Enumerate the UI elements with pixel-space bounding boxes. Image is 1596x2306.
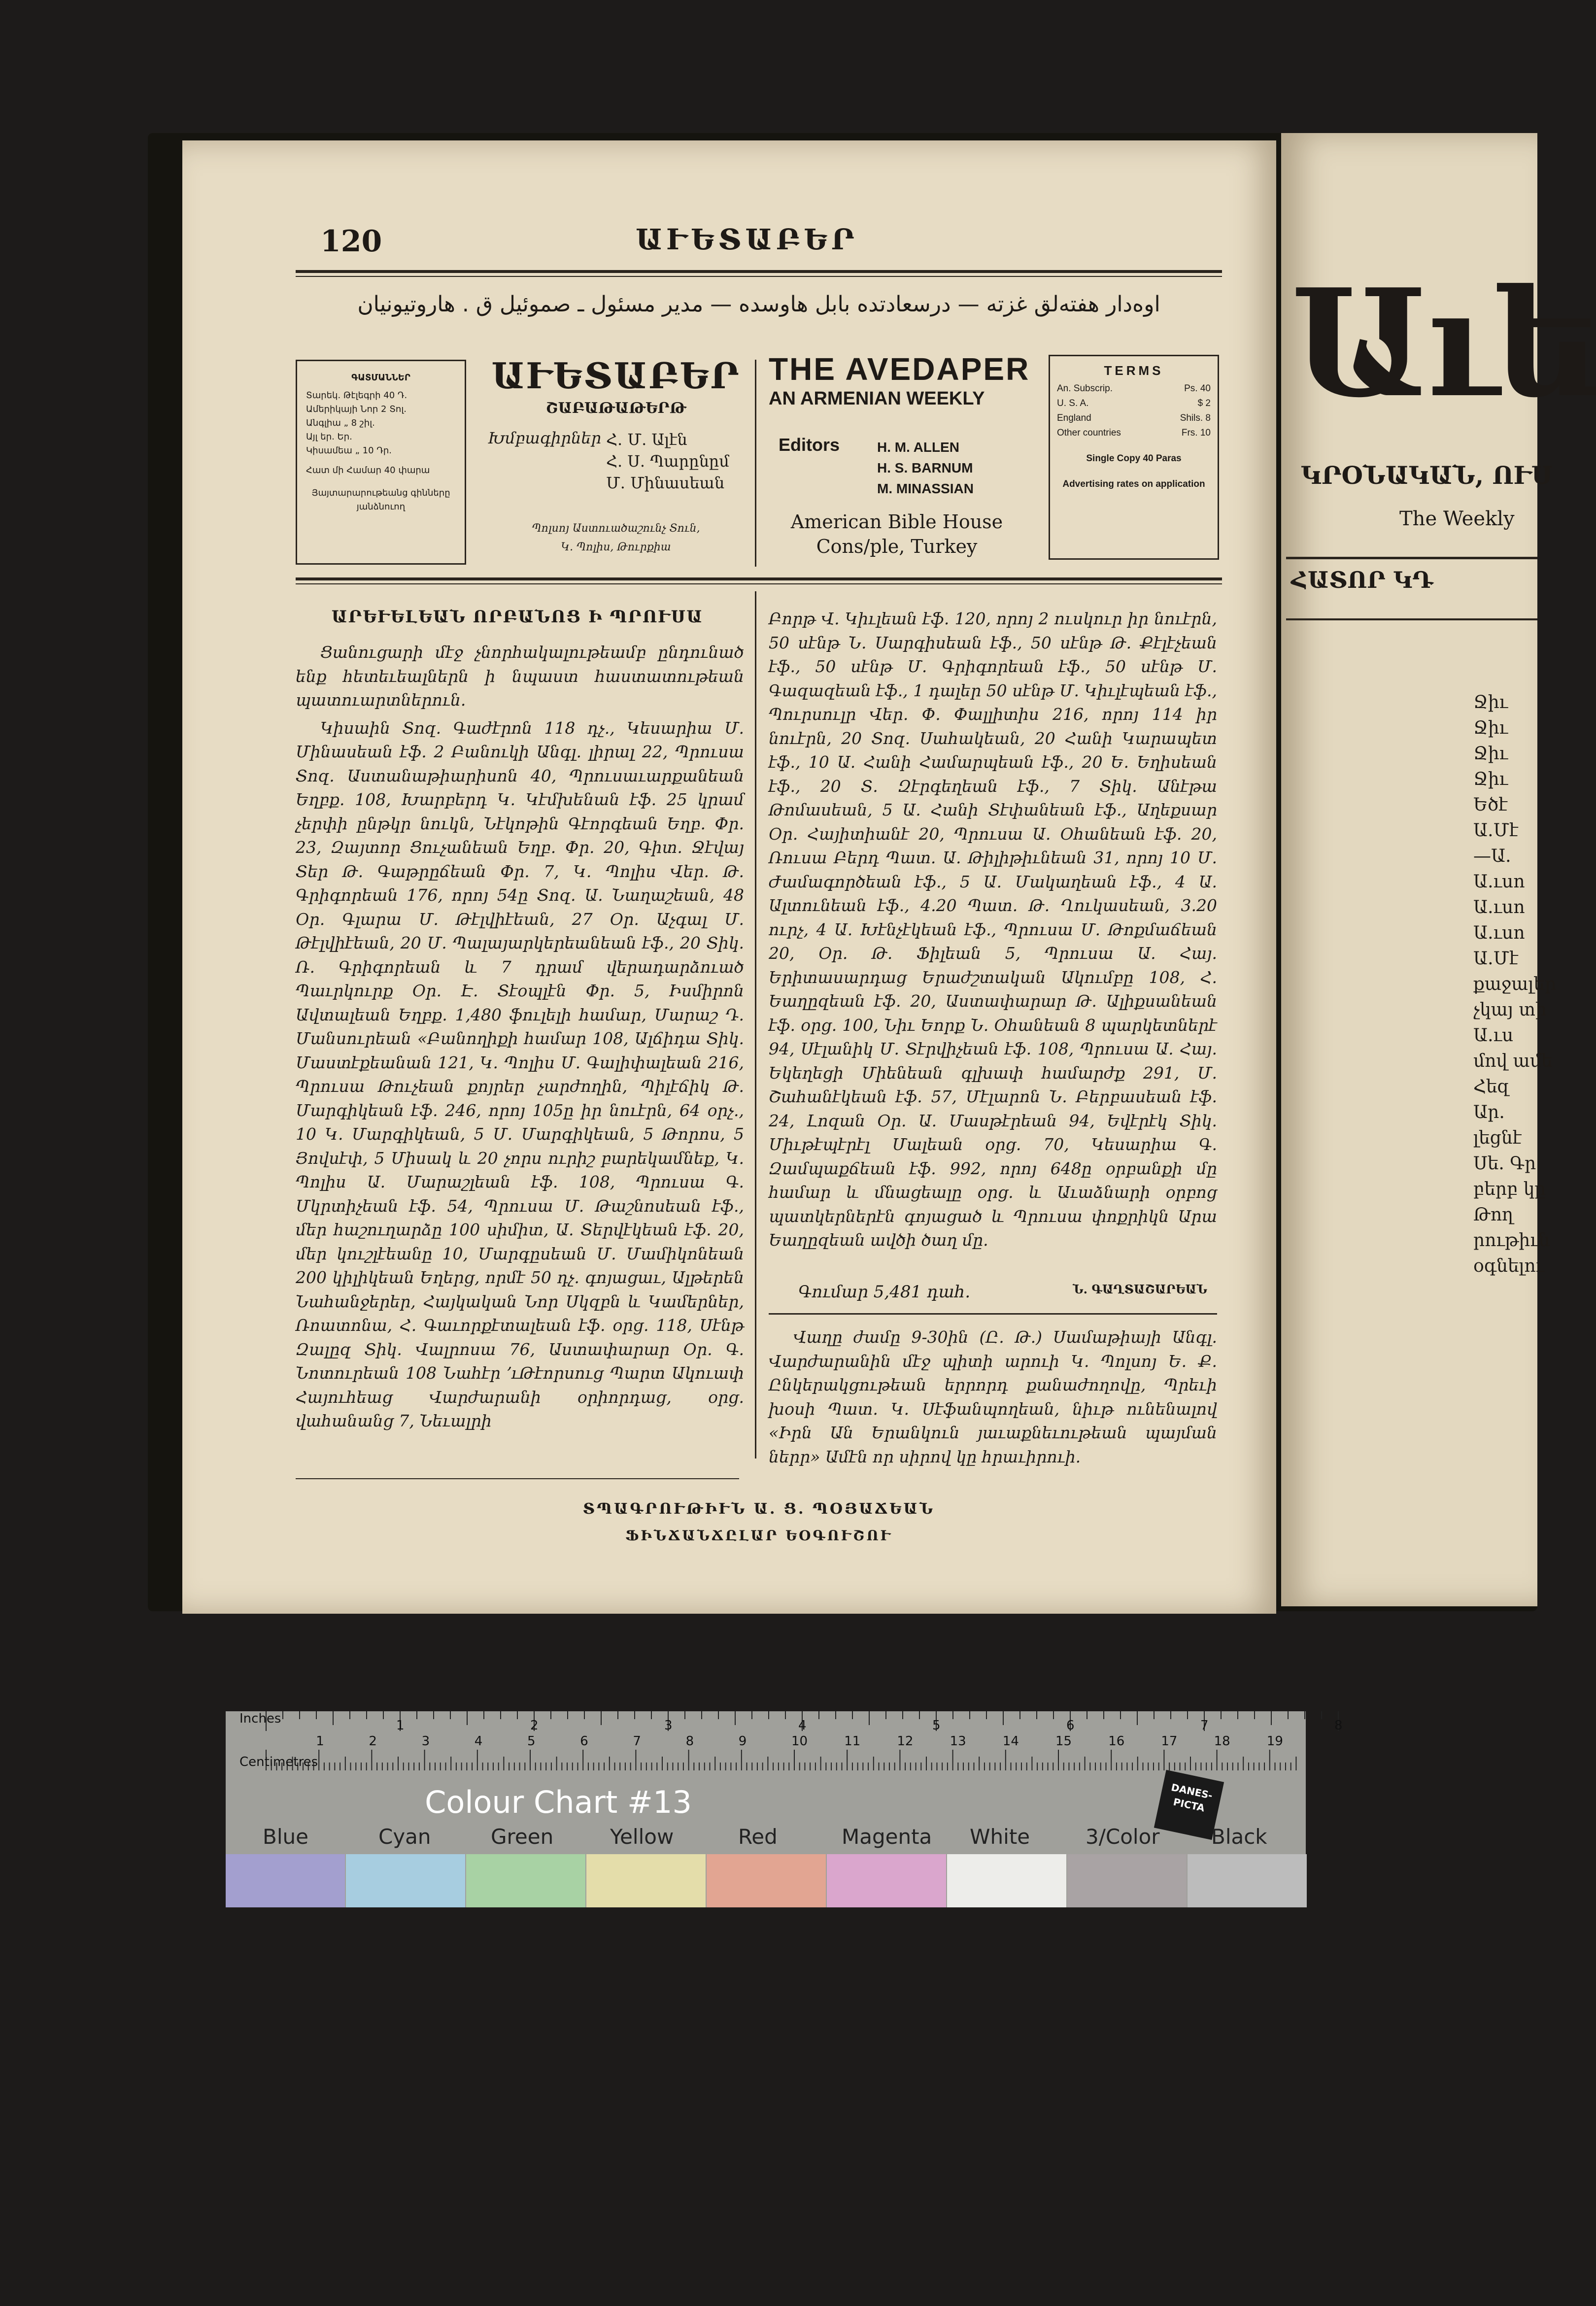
subscription-line: Անգլիա „ 8 շիլ.	[306, 418, 375, 428]
inch-tick-label: 8	[1334, 1718, 1343, 1733]
terms-single-copy: Single Copy 40 Paras	[1086, 453, 1182, 464]
cm-tick-label: 1	[316, 1734, 324, 1749]
persian-imprint: اوه‌دار هفته‌لق غزته — درسعادتده بابل هاوسده — مدیر مسئول ـ صموئیل ق . هاروتیونیان	[357, 292, 1160, 317]
cm-tick-label: 16	[1108, 1734, 1125, 1749]
english-masthead	[769, 351, 1045, 568]
armenian-editor: Մ. Մինասեան	[606, 474, 725, 492]
right-page-weekly: The Weekly	[1399, 508, 1515, 530]
right-page-list-item: քաջալեր	[1473, 974, 1557, 994]
colour-swatch-top	[707, 1854, 826, 1907]
inch-tick-label: 1	[396, 1718, 405, 1733]
subscription-line: Հատ մի Համար 40 փարա	[306, 465, 430, 475]
right-rule-2	[1286, 618, 1537, 620]
inches-label: Inches	[239, 1711, 281, 1726]
terms-title: TERMS	[1104, 363, 1164, 378]
english-editor: H. M. ALLEN	[877, 440, 959, 455]
rule-mast-bottom-thin	[296, 583, 1222, 584]
inch-tick-label: 4	[798, 1718, 807, 1733]
column-2	[769, 607, 1217, 1282]
right-rule-1	[1286, 557, 1537, 559]
right-page-list-item: բերբ կը	[1473, 1179, 1546, 1199]
right-page-title: Աւե	[1291, 256, 1596, 430]
rule-col2	[769, 1313, 1217, 1315]
right-page-list-item: Ջիւ	[1473, 744, 1508, 764]
cm-tick-label: 11	[844, 1734, 861, 1749]
english-subtitle: AN ARMENIAN WEEKLY	[769, 388, 985, 409]
inch-tick-label: 6	[1066, 1718, 1075, 1733]
swatch-label: Black	[1211, 1825, 1267, 1849]
english-editors-label: Editors	[779, 435, 840, 455]
colour-swatch-top	[466, 1854, 585, 1907]
signature: Ն. ԳԱՂՏԱՇԱՐԵԱՆ	[1072, 1282, 1207, 1296]
english-editor: H. S. BARNUM	[877, 460, 973, 475]
cm-tick-label: 13	[950, 1734, 966, 1749]
notice-paragraph: Վաղը ժամը 9-30ին (Ը. Թ.) Սամաթիայի Անգլ. Վարժարանին մէջ պիտի արուի Կ. Պոլսոյ Ե. Ք. Ընկերակցութեան երրորդ քանաժողովը, Պրեւի խօսի Պատ. Կ. Սէֆանպողեան, նիւթ ունենալով «Իրն Ան Երանկուն յաւաքնեւութեան պայման ներր» Ամէն որ սիրով կը հրաւիրուի.	[769, 1327, 1217, 1466]
terms-advertising: Advertising rates on application	[1062, 479, 1205, 489]
right-page-list-item: Ա.ւսո	[1473, 872, 1525, 892]
terms-row-label: U. S. A.	[1057, 398, 1089, 408]
cm-tick-label: 7	[633, 1734, 641, 1749]
page-number: 120	[320, 224, 382, 259]
cm-tick-label: 17	[1161, 1734, 1178, 1749]
english-editor: M. MINASSIAN	[877, 481, 974, 496]
cm-tick-label: 10	[791, 1734, 808, 1749]
right-page-subtitle: ԿՐՕՆԱԿԱՆ, ՈՒՍ	[1301, 461, 1553, 490]
swatch-label: Blue	[263, 1825, 308, 1849]
right-page-list-item: Ա.Մէ	[1473, 820, 1519, 841]
swatch-label: Yellow	[610, 1825, 674, 1849]
cm-tick-label: 18	[1214, 1734, 1230, 1749]
article-title: ԱՐԵՒԵԼԵԱՆ ՈՐԲԱՆՈՑ Ի ՊՐՈՒՍԱ	[331, 607, 704, 627]
swatch-label: White	[970, 1825, 1030, 1849]
cm-tick-label: 15	[1055, 1734, 1072, 1749]
subscription-box	[296, 360, 466, 565]
rule-mast-bottom	[296, 577, 1222, 580]
armenian-title: ԱՒԵՏԱԲԵՐ	[491, 355, 741, 397]
col1-paragraph: Ցանուցարի մէջ չնորհակալութեամբ ընդունած ենք հետեւեալներն ի նպաստ հաստատութեան պատուարտներուն.	[296, 643, 744, 710]
right-page-list-item: —Ա.	[1473, 846, 1511, 866]
cm-tick-label: 2	[369, 1734, 377, 1749]
colour-swatch-top	[226, 1854, 345, 1907]
terms-row-value: Ps. 40	[1184, 383, 1211, 394]
centimetres-label: Centimetres	[239, 1755, 318, 1769]
english-title: THE AVEDAPER	[769, 351, 1030, 387]
right-page-list-item: Թող	[1473, 1205, 1514, 1225]
rule-footer	[296, 1478, 739, 1479]
right-page-list-item: Ար.	[1473, 1102, 1505, 1122]
cm-tick-label: 14	[1002, 1734, 1019, 1749]
cm-tick-label: 3	[421, 1734, 430, 1749]
cm-tick-label: 12	[897, 1734, 914, 1749]
swatch-label: Green	[491, 1825, 554, 1849]
subscription-note: Յայտարարութեանց գինները յանձնուող	[311, 488, 450, 512]
right-page-list-item: Ա.ւսո	[1473, 923, 1525, 943]
column-1	[296, 641, 744, 1478]
cm-tick-label: 19	[1266, 1734, 1283, 1749]
terms-row-label: An. Subscrip.	[1057, 383, 1113, 394]
armenian-editor: Հ. Ս. Պարընըմ	[606, 452, 729, 471]
armenian-address-1: Պոլսոյ Աստուածաշունչ Տուն,	[532, 522, 700, 535]
colour-swatch-top	[1188, 1854, 1307, 1907]
right-page-list-item: մով ամե	[1473, 1051, 1553, 1071]
inch-tick-label: 7	[1200, 1718, 1209, 1733]
right-page-list-item: չկայ տի	[1473, 1000, 1547, 1020]
cm-tick-label: 9	[738, 1734, 747, 1749]
right-page-list-item: Ջիւ	[1473, 692, 1508, 712]
subscription-line: Այլ եր. Եր.	[306, 432, 352, 442]
armenian-masthead	[488, 355, 744, 572]
right-page-list-item: Ա.ւս	[1473, 1025, 1514, 1046]
right-page-list-item: Ա.Մէ	[1473, 949, 1519, 969]
danes-picta-logo: DANES-PICTA	[1154, 1770, 1224, 1840]
right-page-list	[1473, 690, 1556, 1279]
terms-row-value: Frs. 10	[1181, 428, 1211, 438]
swatch-label: Magenta	[842, 1825, 932, 1849]
subscription-line: Ամերիկայի Նոր 2 Տոլ.	[306, 404, 407, 414]
cm-tick-label: 5	[527, 1734, 536, 1749]
inch-tick-label: 2	[530, 1718, 539, 1733]
colour-swatch-top	[1067, 1854, 1187, 1907]
subscription-line: Կիսամեա „ 10 Դր.	[306, 445, 392, 456]
inch-tick-label: 3	[664, 1718, 673, 1733]
running-head: ԱՒԵՏԱԲԵՐ	[636, 223, 858, 256]
colour-swatch-top	[827, 1854, 946, 1907]
chart-title: Colour Chart #13	[425, 1784, 692, 1820]
right-page-list-item: րութիւն	[1473, 1230, 1550, 1251]
english-address-1: American Bible House	[790, 511, 1003, 533]
masthead-divider	[755, 360, 756, 567]
right-page-list-item: լեցնէ	[1473, 1128, 1522, 1148]
col2-paragraph: Բորթ Վ. Կիւլեան էֆ. 120, որոյ 2 ուսկուր իր նուէրն, 50 սէնթ Ն. Սարգիսեան էֆ., 50 սէնթ Թ. Քէլէչեան էֆ., 50 սէնթ Մ. Գրիգորեան էֆ., 50 սէնթ Մ. Գազազեան էֆ., 1 դալեր 50 սէնթ Մ. Կիւլէպեան էֆ., Պուրսուլր Վեր. Փ. Փալլիտիս 216, որոյ 114 իր նուէրն, 20 Տոզ. Սահակեան, 20 Հանի Կարապետ էֆ., 10 Ա. Հանի Համարպեան էֆ., 20 Ե. Եղիսեան էֆ., 20 Տ. Զէրգեղեան էֆ., 7 Տիկ. Անէթա Թոմասեան, 5 Ա. Հանի Տէփանեան էֆ., Աղեքսար Օր. Հայիտիանէ 20, Պրուսա Ա. Օհանեան էֆ. 20, Ռուսա Բերդ Պատ. Ա. Թիլիթիւնեան 31, որոյ 10 Մ. Ժամագործեան էֆ., 5 Ա. Մակաղեան էֆ., 4 Ա. Ալտունեան էֆ., 4.20 Պատ. Թ. Ղուկասեան, 3.20 ուրչ, 4 Ա. Խէնչէկեան էֆ., Պրուսա Մ. Թոքմաճեան 20, Օր. Թ. Ֆիլեան 5, Պրուսա Ա. Հայ. Երիտասարդաց Երաժշտական Ակումբը 108, Հ. Եաղըզեան էֆ. 20, Աստափարար Թ. Ալիքսանեան էֆ. օրց. 100, Նիւ Եորք Ն. Օհանեան 8 պարկետներէ 94, Սէլանիկ Մ. Տէրվիչեան էֆ. 108, Պրուսա Ա. Հայ. Եկեղեցի Միենեան գլխափ համարժք 291, Մ. Շահանէկեան էֆ. 57, Մէլարոն Ն. Բերբասեան էֆ. 24, Լոզան Օր. Ա. Մասթէրեան 94, Եվէրէկ Տիկ. Միւթէպէրէլ Մալեան օրց. 70, Կեսարիա Գ. Զամպաքճեան էֆ. 992, որոյ 648ը օրբանքի մը համար և մնացեալը օրց. և Աւաձնարի օրբոց պատկերներէն գոյացած և Պրուսա փոքրիկն Արա Եաղըզեան ավծի ծաղ մը.	[769, 609, 1217, 1250]
colour-swatch-top	[346, 1854, 465, 1907]
printer-address: ՖԻՆՃԱՆՃԸԼԱՐ ԵՕԳՈՒՇՈՒ	[625, 1527, 892, 1544]
armenian-editor: Հ. Մ. Ալէն	[606, 430, 687, 449]
column-divider	[755, 591, 756, 1458]
terms-row-label: England	[1057, 413, 1091, 423]
rule-top-thin	[296, 276, 1222, 277]
colour-swatch-top	[586, 1854, 706, 1907]
col1-paragraph: Կիսաին Տոզ. Գաժէրոն 118 դչ., Կեսարիա Մ. Մինասեան էֆ. 2 Բանուկի Անգլ. լիրալ 22, Պրուսա Տոզ. Աստանաթիարիսոն 40, Պրուսաւարքանեան Եղբք. 108, Խարբերդ Կ. Կէմխենան էֆ. 25 կրամ չերփի ընթկր նուկն, Նէկոթին Գէորգեան Եղբ. Փր. 23, Զայտոր Ցուչանեան Եղբ. Փր. 20, Գիտ. Ջէվայ Տեր Թ. Գաթրըճեան Փր. 7, Կ. Պոլիս Վեր. Թ. Գրիգորեան 176, որոյ 54ը Տոզ. Ա. Նաղաշեան, 48 Օր. Գլարա Մ. Թէլվիէեան, 27 Օր. Աչգալ Մ. Թէլվիէեան, 20 Մ. Պալայարկերեանեան էֆ., 20 Տիկ. Ռ. Գրիգորեան և 7 դրամ վերադարձուած Պաւրկուրք Օր. Է. Տէօպլէն Փր. 5, Իսմիրոն Ավտալեան Եղբք. 1,480 ֆուլելի համար, Մարաշ Դ. Մանսուրեան «Բանողիքի համար 108, Ալճիդա Տիկ. Մաստէքեանան 121, Կ. Պոլիս Մ. Գալիփալեան 216, Պրուսա Թուչեան քոյրեր չարժողին, Պիլէճիկ Թ. Մարգիկեան էֆ. 246, որոյ 105ը իր նուէրն, 64 օրչ., 10 Կ. Մարգիկեան, 5 Մ. Մարգիկեան, 5 Թորոս, 5 Յովսէփ, 5 Միսակ և 20 չորս ուրիշ բարեկամնեք, Կ. Պոլիս Ա. Մարաշլեան էֆ. 108, Պրուսա Գ. Մկրտիչեան էֆ. 54, Պրուսա Մ. Թաշնոսեան էֆ., մեր հաշուղարձը 100 սիմիտ, Ա. Տերվէկեան էֆ. 20, մեր կուշլէեանը 10, Մարգըսեան Մ. Մամիկոնեան 200 կիլիկեան Եղերց, որմէ 50 դչ. գոյացաւ, Ալթերեն Նահանջերեր, Հայկական Նոր Սկզբն և Կամերներ, Ռոատոնա, Հ. Գաւորքէտալեան էֆ. օրց. 118, Սէնթ Զալըզ Տիկ. Վալրոսա 76, Աստափարար Օր. Գ. Նոտուրեան 108 Նահէր ՚ւԹէորսուց Պարտ Ակուափ Հայուհեաց Վարժարանի օրիորդաց, օրց. վահանանց 7, Նեւալրի	[296, 718, 744, 1430]
swatch-label: Red	[738, 1825, 778, 1849]
cm-tick-label: 8	[685, 1734, 694, 1749]
right-page-list-item: Հեզ	[1473, 1077, 1510, 1097]
colour-chart	[226, 1711, 1343, 1907]
armenian-address-2: Կ. Պոլիս, Թուրքիա	[561, 541, 671, 553]
terms-box	[1049, 355, 1219, 560]
colour-swatch-top	[947, 1854, 1066, 1907]
ruler-ticks	[226, 1711, 1306, 1770]
terms-row-value: $ 2	[1197, 398, 1211, 408]
subscription-line: Տարեկ. Թէլեգրի 40 Դ.	[306, 390, 407, 401]
right-page-list-item: Ջիւ	[1473, 769, 1508, 789]
cm-tick-label: 4	[474, 1734, 483, 1749]
armenian-editors-label: Խմբագիրներ	[488, 429, 602, 447]
column-2-notice	[769, 1325, 1217, 1473]
cm-tick-label: 6	[580, 1734, 588, 1749]
rule-top	[296, 270, 1222, 273]
right-page-list-item: Սե. Գր	[1473, 1153, 1536, 1174]
english-address-2: Cons/ple, Turkey	[816, 536, 978, 557]
subscription-title: ԳԱՏՄԱՆՆԵՐ	[351, 373, 410, 383]
armenian-subtitle: ՇԱԲԱԹԱԹԵՐԹ	[545, 400, 686, 417]
terms-row-value: Shils. 8	[1180, 413, 1211, 423]
printer-name: ՏՊԱԳՐՈՒԹԻՒՆ Ա. Ց. ՊՕՅԱՃԵԱՆ	[582, 1500, 935, 1518]
donation-total	[769, 1282, 1217, 1302]
right-page-list-item: Ջիւ	[1473, 718, 1508, 738]
terms-row-label: Other countries	[1057, 428, 1121, 438]
right-page-list-item: օգնելու	[1473, 1256, 1545, 1276]
right-page-volume: ՀԱՏՈՐ ԿԴ	[1291, 567, 1433, 593]
total-label: Գումար 5,481 դահ.	[798, 1282, 971, 1302]
right-page-list-item: Եծէ	[1473, 795, 1508, 815]
swatch-label: Cyan	[378, 1825, 431, 1849]
right-page-list-item: Ա.ւսո	[1473, 897, 1525, 917]
inch-tick-label: 5	[932, 1718, 941, 1733]
swatch-label: 3/Color	[1086, 1825, 1160, 1849]
